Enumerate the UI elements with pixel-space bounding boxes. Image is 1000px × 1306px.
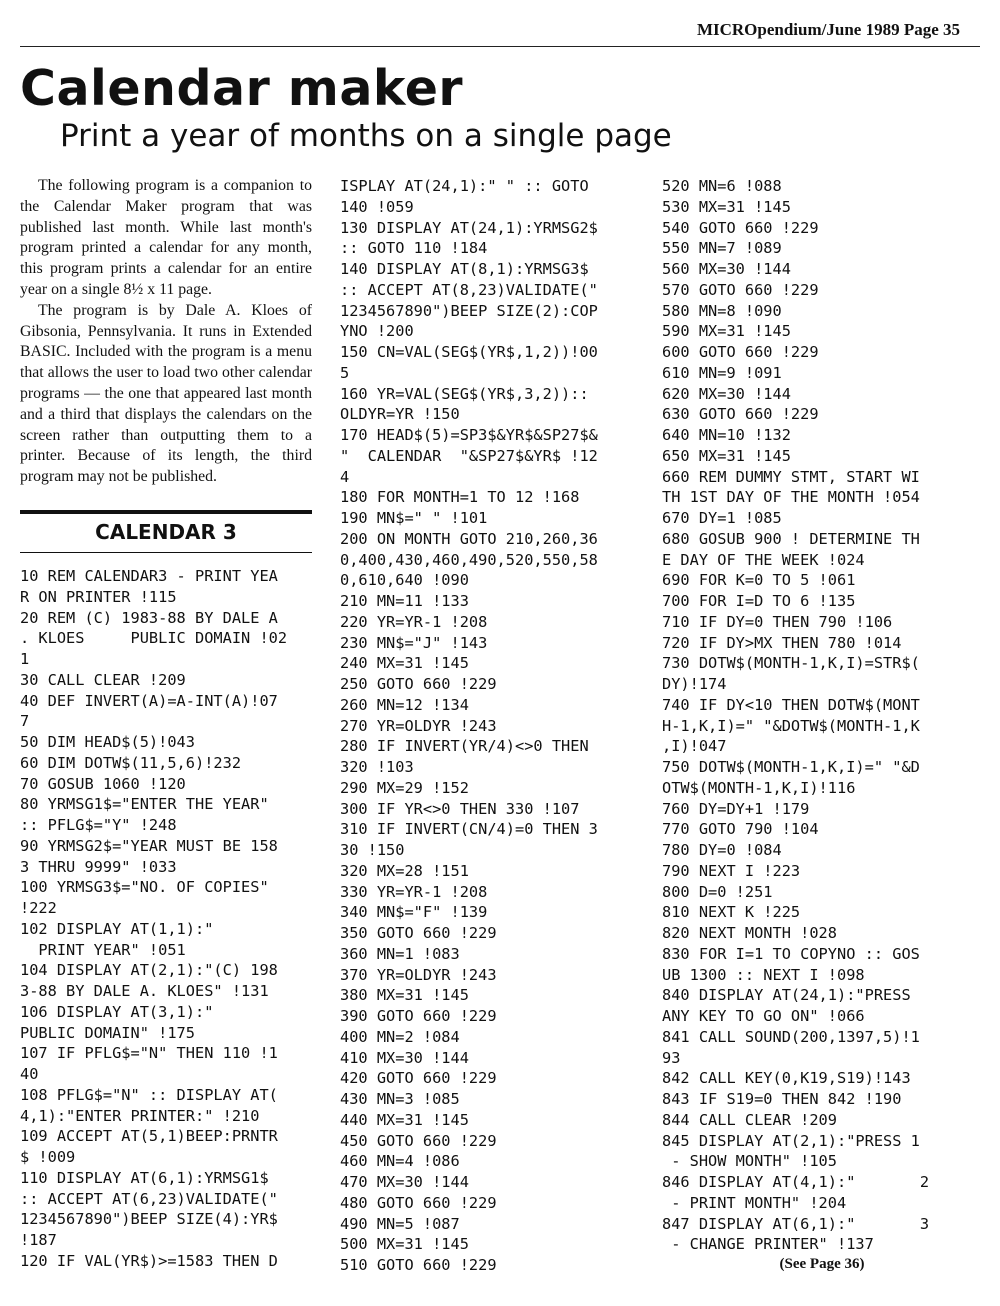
code-line: ANY KEY TO GO ON" !066	[662, 1007, 865, 1025]
code-line: 720 IF DY>MX THEN 780 !014	[662, 633, 902, 652]
code-line: 40	[20, 1065, 39, 1083]
intro-text	[20, 176, 312, 488]
code-line: 50 DIM HEAD$(5)!043	[20, 733, 195, 751]
code-line: 550 MN=7 !089	[662, 239, 782, 258]
code-line: 1	[20, 650, 30, 668]
code-line: 340 MN$="F" !139	[340, 903, 488, 922]
code-line: 300 IF YR<>0 THEN 330 !107	[340, 799, 580, 818]
code-line: 270 YR=OLDYR !243	[340, 716, 497, 735]
intro-paragraph: The program is by Dale A. Kloes of Gibsonia, Pennsylvania. It runs in Extended BASIC. Included with the program is a menu that allows the user to load two other calendar programs — the one that appeared last month and a third that displays the calendars on the screen rather than outputting them to a printer. Because of its length, the third program may not be published.	[20, 301, 312, 486]
code-line: 90 YRMSG2$="YEAR MUST BE 158	[20, 836, 278, 855]
code-line: TH 1ST DAY OF THE MONTH !054	[662, 488, 920, 507]
code-line: 106 DISPLAY AT(3,1):"	[20, 1002, 214, 1021]
code-line: 10 REM CALENDAR3 - PRINT YEA	[20, 567, 278, 585]
listing-top-rule	[20, 510, 312, 514]
code-line: 410 MX=30 !144	[340, 1048, 469, 1067]
code-line: 120 IF VAL(YR$)>=1583 THEN D	[20, 1251, 278, 1270]
code-line: 610 MN=9 !091	[662, 363, 782, 382]
code-line: 7	[20, 712, 30, 731]
code-line: 20 REM (C) 1983-88 BY DALE A	[20, 608, 278, 627]
code-line: H-1,K,I)=" "&DOTW$(MONTH-1,K	[662, 716, 920, 735]
code-line: 0,400,430,460,490,520,550,58	[340, 550, 598, 569]
code-line: 630 GOTO 660 !229	[662, 405, 819, 424]
code-line: 430 MN=3 !085	[340, 1090, 460, 1108]
code-line: - CHANGE PRINTER" !137	[662, 1235, 874, 1254]
code-line: 841 CALL SOUND(200,1397,5)!1	[662, 1027, 920, 1046]
code-line: 560 MX=30 !144	[662, 260, 791, 278]
code-line: :: ACCEPT AT(6,23)VALIDATE("	[20, 1189, 278, 1208]
code-column-2	[340, 176, 598, 1276]
code-line: 190 MN$=" " !101	[340, 509, 488, 527]
code-line: 690 FOR K=0 TO 5 !061	[662, 571, 856, 590]
code-line: OLDYR=YR !150	[340, 405, 460, 424]
code-line: 3-88 BY DALE A. KLOES" !131	[20, 982, 269, 1000]
code-line: 620 MX=30 !144	[662, 384, 791, 403]
code-line: 740 IF DY<10 THEN DOTW$(MONT	[662, 695, 920, 714]
code-line: E DAY OF THE WEEK !024	[662, 550, 865, 569]
code-line: 30 !150	[340, 841, 405, 859]
code-line: 680 GOSUB 900 ! DETERMINE TH	[662, 529, 920, 548]
code-line: 843 IF S19=0 THEN 842 !190	[662, 1090, 902, 1108]
code-line: 400 MN=2 !084	[340, 1027, 460, 1046]
code-line: 110 DISPLAY AT(6,1):YRMSG1$	[20, 1168, 269, 1187]
code-line: 844 CALL CLEAR !209	[662, 1110, 837, 1129]
code-line: 80 YRMSG1$="ENTER THE YEAR"	[20, 795, 269, 814]
code-line: 500 MX=31 !145	[340, 1235, 469, 1254]
code-line: 590 MX=31 !145	[662, 322, 791, 341]
code-line: 845 DISPLAY AT(2,1):"PRESS 1	[662, 1131, 920, 1150]
code-line: 470 MX=30 !144	[340, 1173, 469, 1191]
code-line: 40 DEF INVERT(A)=A-INT(A)!07	[20, 691, 278, 710]
code-line: ISPLAY AT(24,1):" " :: GOTO	[340, 177, 589, 195]
code-line: 710 IF DY=0 THEN 790 !106	[662, 612, 893, 631]
code-line: 260 MN=12 !134	[340, 695, 469, 714]
code-line: 700 FOR I=D TO 6 !135	[662, 592, 856, 610]
code-line: !222	[20, 899, 57, 917]
code-line: 440 MX=31 !145	[340, 1110, 469, 1129]
code-line: 5	[340, 363, 350, 382]
code-line: 104 DISPLAY AT(2,1):"(C) 198	[20, 961, 278, 980]
code-line: :: GOTO 110 !184	[340, 239, 488, 258]
code-line: " CALENDAR "&SP27$&YR$ !12	[340, 446, 598, 465]
code-line: 846 DISPLAY AT(4,1):" 2	[662, 1173, 930, 1191]
code-line: YNO !200	[340, 322, 414, 341]
code-line: 780 DY=0 !084	[662, 841, 782, 859]
code-line: 570 GOTO 660 !229	[662, 280, 819, 299]
code-line: UB 1300 :: NEXT I !098	[662, 965, 865, 984]
code-line: 510 GOTO 660 !229	[340, 1256, 497, 1274]
code-line: 1234567890")BEEP SIZE(4):YR$	[20, 1210, 278, 1229]
code-line: PRINT YEAR" !051	[20, 940, 186, 959]
code-line: 210 MN=11 !133	[340, 592, 469, 610]
code-line: 830 FOR I=1 TO COPYNO :: GOS	[662, 944, 920, 963]
code-line: 540 GOTO 660 !229	[662, 218, 819, 237]
code-line: 360 MN=1 !083	[340, 944, 460, 963]
code-line: 109 ACCEPT AT(5,1)BEEP:PRNTR	[20, 1127, 278, 1146]
code-line: 250 GOTO 660 !229	[340, 675, 497, 693]
code-line: 847 DISPLAY AT(6,1):" 3	[662, 1214, 930, 1233]
code-line: 102 DISPLAY AT(1,1):"	[20, 919, 214, 938]
code-line: R ON PRINTER !115	[20, 587, 177, 606]
code-line: 140 !059	[340, 197, 414, 216]
listing-title-rule	[20, 552, 312, 553]
code-line: 790 NEXT I !223	[662, 861, 801, 880]
code-line: . KLOES PUBLIC DOMAIN !02	[20, 629, 288, 648]
code-line: 800 D=0 !251	[662, 882, 773, 901]
article-subtitle: Print a year of months on a single page	[60, 118, 672, 154]
code-column-3	[662, 176, 929, 1255]
code-line: 490 MN=5 !087	[340, 1214, 460, 1233]
code-line: 4	[340, 467, 350, 486]
code-line: 842 CALL KEY(0,K19,S19)!143	[662, 1069, 911, 1088]
code-line: 170 HEAD$(5)=SP3$&YR$&SP27$&	[340, 426, 598, 444]
code-line: 370 YR=OLDYR !243	[340, 965, 497, 984]
code-line: 100 YRMSG3$="NO. OF COPIES"	[20, 878, 269, 897]
code-line: 310 IF INVERT(CN/4)=0 THEN 3	[340, 820, 598, 839]
code-line: :: PFLG$="Y" !248	[20, 816, 177, 834]
code-line: 3 THRU 9999" !033	[20, 857, 177, 876]
code-line: 150 CN=VAL(SEG$(YR$,1,2))!00	[340, 343, 598, 361]
code-line: 770 GOTO 790 !104	[662, 820, 819, 839]
code-line: !187	[20, 1231, 57, 1249]
code-line: DY)!174	[662, 675, 727, 693]
code-line: 70 GOSUB 1060 !120	[20, 774, 186, 793]
running-head: MICROpendium/June 1989 Page 35	[696, 20, 960, 39]
code-line: 520 MN=6 !088	[662, 177, 782, 195]
code-line: 180 FOR MONTH=1 TO 12 !168	[340, 488, 580, 507]
code-line: 750 DOTW$(MONTH-1,K,I)=" "&D	[662, 758, 920, 776]
article-title: Calendar maker	[20, 60, 464, 117]
code-line: :: ACCEPT AT(8,23)VALIDATE("	[340, 280, 598, 299]
code-line: 330 YR=YR-1 !208	[340, 882, 488, 901]
code-line: - PRINT MONTH" !204	[662, 1193, 847, 1212]
code-line: 450 GOTO 660 !229	[340, 1131, 497, 1150]
code-line: 107 IF PFLG$="N" THEN 110 !1	[20, 1044, 278, 1063]
intro-paragraph: The following program is a companion to the Calendar Maker program that was published last month. While last month's program printed a calendar for any month, this program prints a calendar for an entire year on a single 8½ x 11 page.	[20, 177, 312, 298]
code-line: 760 DY=DY+1 !179	[662, 799, 810, 818]
header-rule	[20, 46, 980, 47]
code-line: ,I)!047	[662, 737, 727, 756]
code-line: 60 DIM DOTW$(11,5,6)!232	[20, 753, 242, 772]
code-line: 0,610,640 !090	[340, 571, 469, 590]
code-line: $ !009	[20, 1148, 76, 1166]
code-line: 420 GOTO 660 !229	[340, 1069, 497, 1088]
code-line: 320 !103	[340, 758, 414, 776]
code-line: 600 GOTO 660 !229	[662, 343, 819, 361]
code-line: 640 MN=10 !132	[662, 426, 791, 444]
code-line: 820 NEXT MONTH !028	[662, 924, 837, 942]
code-line: 580 MN=8 !090	[662, 301, 782, 320]
code-line: 1234567890")BEEP SIZE(2):COP	[340, 301, 598, 320]
code-line: 530 MX=31 !145	[662, 197, 791, 216]
code-line: 130 DISPLAY AT(24,1):YRMSG2$	[340, 218, 598, 237]
code-line: 810 NEXT K !225	[662, 903, 801, 922]
code-line: 730 DOTW$(MONTH-1,K,I)=STR$(	[662, 654, 920, 673]
code-line: 290 MX=29 !152	[340, 778, 469, 797]
code-line: 660 REM DUMMY STMT, START WI	[662, 467, 920, 486]
code-line: 840 DISPLAY AT(24,1):"PRESS	[662, 986, 911, 1005]
code-line: PUBLIC DOMAIN" !175	[20, 1023, 195, 1042]
code-line: 480 GOTO 660 !229	[340, 1193, 497, 1212]
continued-note: (See Page 36)	[779, 1256, 865, 1272]
code-line: 280 IF INVERT(YR/4)<>0 THEN	[340, 737, 589, 756]
code-line: 4,1):"ENTER PRINTER:" !210	[20, 1106, 260, 1125]
code-line: 350 GOTO 660 !229	[340, 924, 497, 942]
code-line: 220 YR=YR-1 !208	[340, 612, 488, 631]
code-line: 30 CALL CLEAR !209	[20, 670, 186, 689]
code-line: - SHOW MONTH" !105	[662, 1152, 837, 1171]
page-header	[20, 20, 960, 42]
code-line: 108 PFLG$="N" :: DISPLAY AT(	[20, 1085, 278, 1104]
code-line: 670 DY=1 !085	[662, 509, 782, 527]
listing-title: CALENDAR 3	[95, 520, 237, 544]
code-line: 240 MX=31 !145	[340, 654, 469, 673]
code-line: 380 MX=31 !145	[340, 986, 469, 1005]
code-line: 140 DISPLAY AT(8,1):YRMSG3$	[340, 260, 589, 278]
code-line: 93	[662, 1048, 681, 1067]
code-line: 650 MX=31 !145	[662, 446, 791, 465]
code-line: 460 MN=4 !086	[340, 1152, 460, 1171]
code-line: 320 MX=28 !151	[340, 861, 469, 880]
code-line: 200 ON MONTH GOTO 210,260,36	[340, 529, 598, 548]
code-line: 390 GOTO 660 !229	[340, 1007, 497, 1025]
code-column-1	[20, 566, 287, 1272]
code-line: 230 MN$="J" !143	[340, 633, 488, 652]
code-line: 160 YR=VAL(SEG$(YR$,3,2))::	[340, 384, 589, 403]
code-line: OTW$(MONTH-1,K,I)!116	[662, 778, 856, 797]
